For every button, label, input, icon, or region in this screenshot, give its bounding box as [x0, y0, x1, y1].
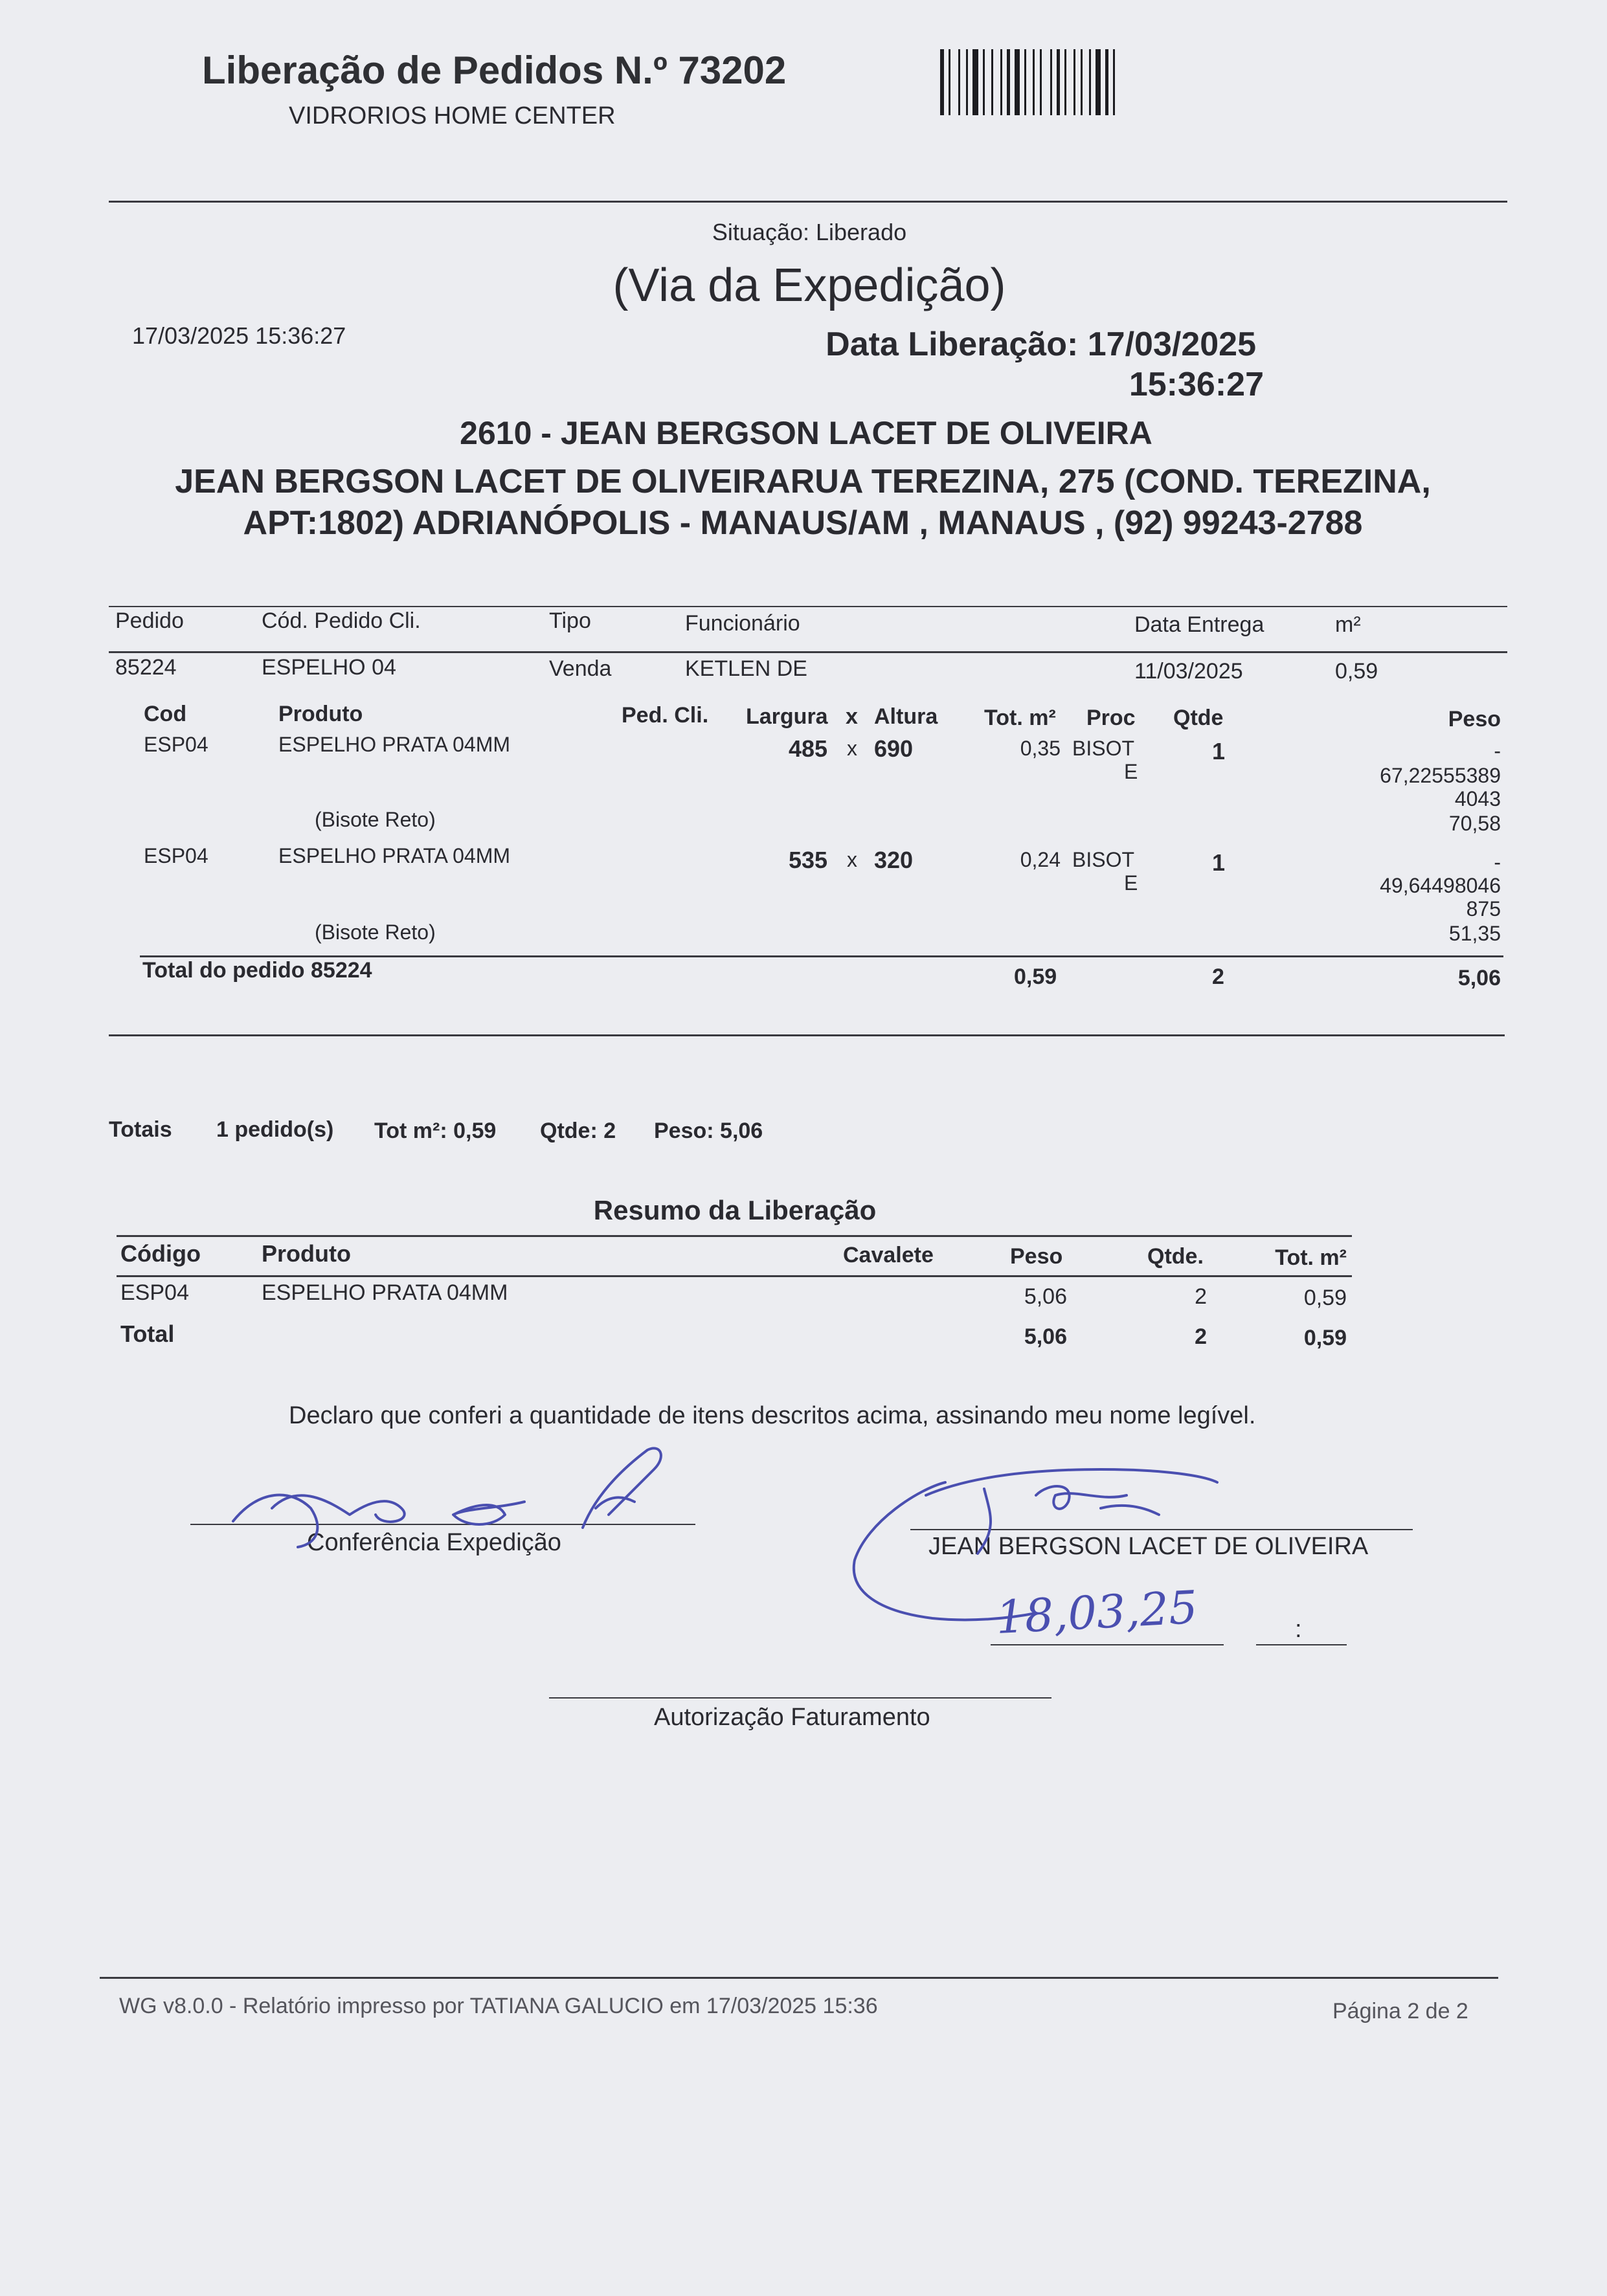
status-text: Situação: Liberado — [712, 219, 907, 245]
order-m2: 0,59 — [1335, 659, 1378, 684]
order-section-divider — [109, 1034, 1505, 1036]
totals-m2: Tot m²: 0,59 — [374, 1119, 497, 1143]
barcode-bar — [1040, 49, 1042, 115]
item-2-peso-1: - — [1494, 851, 1501, 874]
totals-peso: Peso: 5,06 — [654, 1119, 763, 1143]
release-time: 15:36:27 — [1129, 366, 1264, 403]
item-2-altura: 320 — [874, 847, 914, 873]
company-name: VIDRORIOS HOME CENTER — [289, 102, 616, 129]
barcode-bar — [1015, 49, 1020, 115]
items-col-ped-cli: Ped. Cli. — [622, 703, 709, 728]
left-signature-label: Conferência Expedição — [307, 1529, 561, 1556]
item-1-produto: ESPELHO PRATA 04MM — [278, 733, 511, 756]
items-col-largura: Largura — [746, 704, 828, 729]
barcode-bar — [1057, 49, 1060, 115]
item-1-note: (Bisote Reto) — [315, 808, 436, 831]
items-col-altura: Altura — [874, 704, 938, 729]
item-2-largura: 535 — [789, 847, 828, 873]
barcode-bar — [940, 49, 944, 115]
order-type: Venda — [549, 656, 612, 681]
summary-total-qtde: 2 — [1195, 1324, 1207, 1349]
barcode-bar — [983, 49, 985, 115]
bottom-signature-line — [549, 1697, 1051, 1699]
col-data-entrega: Data Entrega — [1134, 612, 1264, 637]
items-col-proc: Proc — [1086, 706, 1136, 730]
barcode-bar — [1081, 49, 1083, 115]
print-datetime: 17/03/2025 15:36:27 — [132, 322, 346, 349]
barcode-bar — [1007, 49, 1010, 115]
item-1-proc-1: BISOT — [1072, 737, 1135, 760]
item-2-x: x — [847, 848, 857, 871]
barcode-bar — [949, 49, 950, 115]
summary-col-peso: Peso — [1010, 1244, 1063, 1269]
summary-col-codigo: Código — [120, 1240, 201, 1267]
barcode-bar — [1089, 49, 1091, 115]
item-1-peso-2: 67,22555389 — [1380, 764, 1501, 787]
col-m2: m² — [1335, 612, 1361, 637]
summary-total-label: Total — [120, 1321, 175, 1347]
item-1-x: x — [847, 737, 857, 760]
order-delivery-date: 11/03/2025 — [1134, 659, 1243, 684]
summary-col-tot-m2: Tot. m² — [1275, 1245, 1347, 1270]
totals-orders: 1 pedido(s) — [216, 1117, 334, 1142]
handwritten-date: 18,03,25 — [995, 1580, 1199, 1645]
item-2-note: (Bisote Reto) — [315, 920, 436, 944]
summary-top-line — [117, 1235, 1352, 1237]
barcode-bar — [1050, 49, 1052, 115]
item-2-qtde: 1 — [1212, 849, 1226, 876]
item-1-tot-m2: 0,35 — [1020, 737, 1061, 760]
declaration-text: Declaro que conferi a quantidade de itens descritos acima, assinando meu nome legível. — [289, 1402, 1256, 1429]
order-total-line — [140, 955, 1503, 957]
item-2-proc-2: E — [1124, 871, 1138, 895]
items-col-tot-m2: Tot. m² — [984, 706, 1056, 730]
barcode-bar — [1033, 49, 1035, 115]
date-separator: : — [1295, 1616, 1302, 1643]
order-total-qtde: 2 — [1212, 964, 1224, 989]
item-1-cod: ESP04 — [144, 733, 208, 756]
summary-col-qtde: Qtde. — [1147, 1244, 1204, 1269]
order-total-m2: 0,59 — [1014, 964, 1057, 989]
summary-row-qtde: 2 — [1195, 1284, 1207, 1309]
barcode-bar — [1024, 49, 1026, 115]
summary-title: Resumo da Liberação — [593, 1195, 877, 1225]
totals-label: Totais — [109, 1117, 172, 1142]
barcode-bar — [958, 49, 960, 115]
right-signature-label: JEAN BERGSON LACET DE OLIVEIRA — [928, 1533, 1369, 1560]
col-funcionario: Funcionário — [685, 611, 800, 636]
col-cod-pedido-cli: Cód. Pedido Cli. — [262, 608, 421, 633]
items-col-cod: Cod — [144, 702, 187, 726]
barcode-bar — [1000, 49, 1002, 115]
client-address-2: APT:1802) ADRIANÓPOLIS - MANAUS/AM , MANAUS , (92) 99243-2788 — [243, 504, 1363, 542]
copy-label: (Via da Expedição) — [612, 260, 1006, 311]
order-table-top — [109, 606, 1507, 607]
time-line — [1256, 1644, 1347, 1645]
footer-printed-by: WG v8.0.0 - Relatório impresso por TATIANA GALUCIO em 17/03/2025 15:36 — [119, 1994, 878, 2018]
item-2-produto: ESPELHO PRATA 04MM — [278, 844, 511, 867]
summary-col-produto: Produto — [262, 1240, 351, 1267]
order-total-peso: 5,06 — [1457, 966, 1501, 990]
summary-total-peso: 5,06 — [1024, 1324, 1067, 1349]
items-col-peso: Peso — [1448, 707, 1501, 731]
summary-row-tot-m2: 0,59 — [1303, 1286, 1347, 1310]
summary-row-peso: 5,06 — [1024, 1284, 1067, 1309]
item-2-proc-1: BISOT — [1072, 848, 1135, 871]
item-2-peso-3: 875 — [1466, 897, 1501, 920]
item-2-cod: ESP04 — [144, 844, 208, 867]
barcode-bar — [1105, 49, 1108, 115]
item-1-peso-3: 4043 — [1454, 787, 1501, 810]
item-1-largura: 485 — [789, 735, 828, 762]
order-employee: KETLEN DE — [685, 656, 807, 681]
client-name: 2610 - JEAN BERGSON LACET DE OLIVEIRA — [460, 415, 1152, 451]
item-1-peso-4: 70,58 — [1448, 812, 1501, 835]
summary-row-produto: ESPELHO PRATA 04MM — [262, 1280, 508, 1305]
item-1-peso-1: - — [1494, 739, 1501, 763]
header-divider — [109, 201, 1507, 203]
client-address-1: JEAN BERGSON LACET DE OLIVEIRARUA TEREZINA, 275 (COND. TEREZINA, — [175, 463, 1431, 500]
bottom-signature-label: Autorização Faturamento — [654, 1704, 930, 1731]
barcode-bar — [1113, 49, 1115, 115]
order-total-label: Total do pedido 85224 — [142, 958, 372, 983]
summary-row-codigo: ESP04 — [120, 1280, 189, 1305]
footer-page: Página 2 de 2 — [1332, 1999, 1468, 2023]
date-line — [991, 1644, 1224, 1645]
col-pedido: Pedido — [115, 608, 184, 633]
item-2-peso-2: 49,64498046 — [1380, 874, 1501, 897]
order-table-header-line — [109, 651, 1507, 653]
barcode-bar — [991, 49, 993, 115]
totals-qtde: Qtde: 2 — [540, 1119, 616, 1143]
barcode-bar — [972, 49, 978, 115]
summary-col-cavalete: Cavalete — [843, 1243, 934, 1267]
order-client-code: ESPELHO 04 — [262, 655, 396, 680]
summary-header-line — [117, 1275, 1352, 1277]
footer-divider — [100, 1977, 1498, 1979]
item-1-proc-2: E — [1124, 760, 1138, 783]
barcode-bar — [966, 49, 968, 115]
items-col-qtde: Qtde — [1173, 706, 1224, 730]
barcode-bar — [1096, 49, 1101, 115]
item-1-altura: 690 — [874, 735, 914, 762]
items-col-produto: Produto — [278, 702, 363, 726]
document-title: Liberação de Pedidos N.º 73202 — [202, 49, 787, 92]
barcode-bar — [1073, 49, 1075, 115]
barcode-bar — [1064, 49, 1066, 115]
order-number: 85224 — [115, 655, 177, 680]
release-date: Data Liberação: 17/03/2025 — [826, 326, 1256, 363]
item-1-qtde: 1 — [1212, 738, 1226, 764]
left-handwritten-signature — [220, 1431, 699, 1560]
barcode — [940, 49, 1186, 115]
col-tipo: Tipo — [549, 608, 591, 633]
item-2-tot-m2: 0,24 — [1020, 848, 1061, 871]
item-2-peso-4: 51,35 — [1448, 922, 1501, 945]
summary-total-tot-m2: 0,59 — [1303, 1326, 1347, 1350]
items-col-x: x — [846, 704, 858, 729]
